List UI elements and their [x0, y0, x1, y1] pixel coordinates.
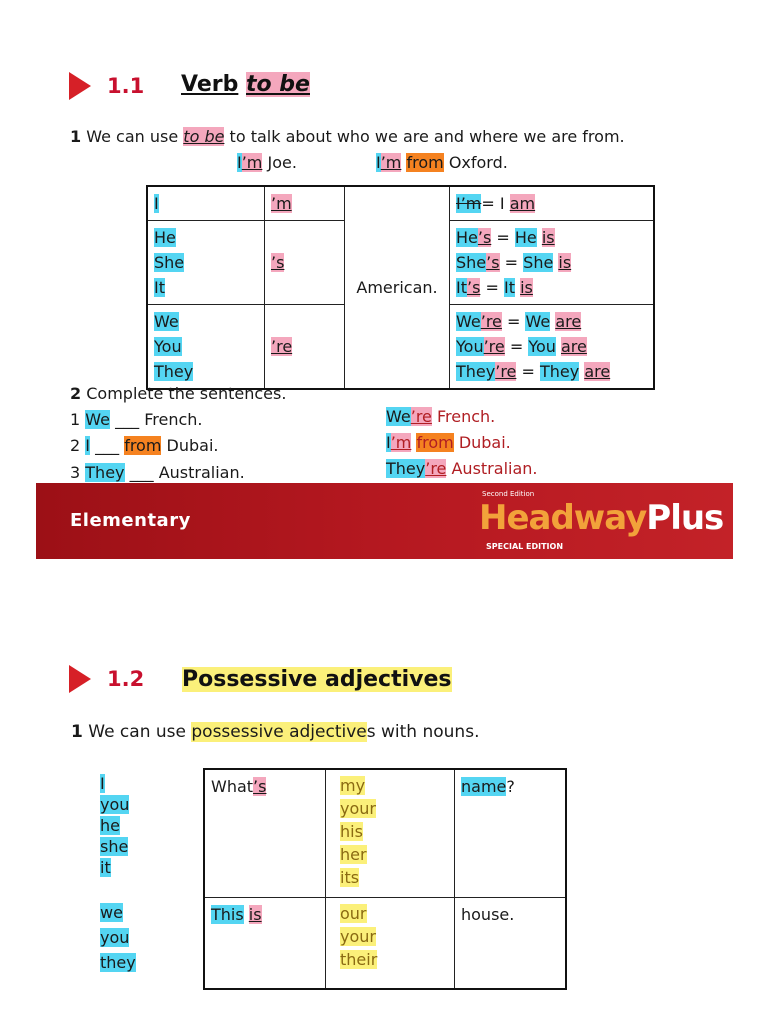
- verb: ’m: [390, 433, 412, 452]
- subject: They: [386, 459, 426, 478]
- blank: ___: [95, 436, 120, 455]
- section-number: 1.1: [107, 74, 145, 98]
- subject: She: [523, 253, 554, 272]
- special-edition-label: SPECIAL EDITION: [486, 542, 564, 551]
- section-title: Possessive adjectives: [182, 667, 452, 692]
- section-arrow-icon: [69, 72, 91, 100]
- text: Joe.: [267, 153, 297, 172]
- verb: ’m: [241, 153, 263, 172]
- subject: He: [456, 228, 478, 247]
- pronoun: she: [100, 837, 129, 856]
- subject: I: [154, 194, 159, 213]
- text: 3: [70, 463, 81, 482]
- text: Australian.: [451, 459, 538, 478]
- pronoun-list-1: [100, 773, 129, 878]
- verb: ’m: [380, 153, 402, 172]
- text: French.: [144, 410, 203, 429]
- verb: ’re: [483, 337, 505, 356]
- text: to talk about who we are and where we are from.: [229, 127, 625, 146]
- section-arrow-icon: [69, 665, 91, 693]
- headway-plus-logo: [479, 498, 723, 538]
- text: =: [521, 362, 540, 381]
- example-2: [376, 153, 508, 172]
- subject: You: [456, 337, 484, 356]
- subject: This: [211, 904, 244, 924]
- cell: [326, 769, 455, 897]
- title-verb: Verb: [181, 72, 239, 97]
- verb: ’s: [477, 228, 492, 247]
- subject: I: [386, 433, 391, 452]
- cell-nationality: [345, 186, 450, 389]
- subject: I: [376, 153, 381, 172]
- text: What: [211, 777, 254, 796]
- item-number: 1: [70, 127, 82, 146]
- adjective: his: [340, 822, 363, 841]
- text: =: [509, 337, 529, 356]
- subject: We: [525, 312, 551, 331]
- answer-1: [386, 407, 495, 426]
- brand-headway: Headway: [479, 498, 647, 538]
- subject: We: [386, 407, 411, 426]
- adjective: my: [340, 776, 366, 795]
- cell: [455, 769, 567, 897]
- title-to-be: to be: [246, 72, 310, 97]
- cell: [450, 221, 655, 305]
- subject: I: [237, 153, 242, 172]
- subject: She: [456, 253, 487, 272]
- verb: ’re: [271, 337, 293, 356]
- subject: You: [154, 337, 182, 356]
- adjective: her: [340, 845, 367, 864]
- text: s with nouns.: [366, 722, 480, 742]
- item-number: 1: [71, 722, 83, 742]
- noun: house.: [461, 904, 515, 924]
- verb: ’re: [410, 407, 432, 426]
- contraction: I’m: [456, 194, 482, 213]
- subject: They: [85, 463, 125, 482]
- text: 1: [70, 410, 81, 429]
- full-verb: is: [541, 228, 555, 247]
- adjective: your: [340, 799, 376, 818]
- text: French.: [436, 407, 496, 426]
- full-verb: are: [584, 362, 611, 381]
- text: 2: [70, 436, 81, 455]
- item-number: 2: [70, 384, 82, 403]
- subject: They: [539, 362, 580, 381]
- adjective: its: [340, 868, 360, 887]
- blank: ___: [129, 463, 154, 482]
- brand-plus: Plus: [646, 498, 724, 538]
- verb-table: [146, 185, 655, 390]
- subject: We: [154, 312, 179, 331]
- verb: ’re: [495, 362, 517, 381]
- text: American.: [356, 278, 438, 297]
- cell: [265, 186, 345, 221]
- full-verb: are: [561, 337, 587, 356]
- full-verb: am: [509, 194, 536, 213]
- pronoun: he: [100, 816, 120, 835]
- verb: is: [248, 904, 262, 924]
- text: =: [496, 228, 515, 247]
- text: = I: [481, 194, 505, 213]
- verb: ’re: [480, 312, 502, 331]
- highlight-to-be: to be: [183, 127, 225, 146]
- section-number: 1.2: [107, 667, 145, 691]
- answer-2: [386, 433, 511, 452]
- paragraph-1: [71, 722, 479, 742]
- text: =: [485, 278, 505, 297]
- pronoun: you: [100, 928, 130, 947]
- verb: ’s: [467, 278, 481, 297]
- subject: They: [154, 362, 194, 381]
- example-1: [237, 153, 297, 172]
- exercise-2: [70, 436, 218, 455]
- full-verb: are: [555, 312, 582, 331]
- subject: She: [154, 253, 185, 272]
- cell: [147, 305, 265, 390]
- subject: He: [514, 228, 537, 247]
- pronoun: we: [100, 903, 123, 922]
- noun: name: [461, 777, 507, 796]
- from-highlight: from: [416, 433, 454, 452]
- book-banner: [36, 483, 733, 559]
- blank: ___: [115, 410, 140, 429]
- from-highlight: from: [406, 153, 444, 172]
- text: ?: [506, 777, 515, 796]
- cell: [450, 305, 655, 390]
- text: =: [504, 253, 524, 272]
- level-label: Elementary: [70, 510, 191, 531]
- cell: [455, 897, 567, 989]
- verb: ’re: [425, 459, 447, 478]
- verb: ’m: [271, 194, 292, 213]
- cell: [147, 186, 265, 221]
- cell: [204, 897, 326, 989]
- adjective: our: [340, 903, 367, 923]
- text: Oxford.: [448, 153, 508, 172]
- full-verb: is: [558, 253, 572, 272]
- text: We can use: [88, 722, 186, 742]
- section-title: [181, 72, 310, 97]
- paragraph-1: [70, 127, 625, 146]
- answer-3: [386, 459, 537, 478]
- from-highlight: from: [124, 436, 162, 455]
- edition-label: Second Edition: [482, 490, 535, 498]
- subject: You: [528, 337, 556, 356]
- text: Australian.: [158, 463, 245, 482]
- subject: We: [456, 312, 481, 331]
- adjective: their: [340, 949, 378, 969]
- subject: It: [154, 278, 165, 297]
- highlight-possessive: possessive adjective: [191, 722, 367, 742]
- pronoun: it: [100, 858, 111, 877]
- text: Dubai.: [458, 433, 511, 452]
- pronoun-list-2: [100, 900, 136, 975]
- text: We can use: [86, 127, 179, 146]
- cell: [204, 769, 326, 897]
- cell: [450, 186, 655, 221]
- cell: [265, 221, 345, 305]
- subject: They: [456, 362, 496, 381]
- subject: We: [85, 410, 111, 429]
- text: Dubai.: [166, 436, 219, 455]
- paragraph-2: [70, 384, 286, 403]
- full-verb: is: [520, 278, 533, 297]
- pronoun: they: [100, 953, 136, 972]
- subject: He: [154, 228, 176, 247]
- pronoun: I: [100, 774, 105, 793]
- subject: It: [504, 278, 516, 297]
- cell: [326, 897, 455, 989]
- subject: It: [456, 278, 467, 297]
- pronoun: you: [100, 795, 130, 814]
- text: Complete the sentences.: [86, 384, 287, 403]
- exercise-1: [70, 410, 202, 429]
- verb: ’s: [486, 253, 500, 272]
- text: =: [506, 312, 526, 331]
- adjective: your: [340, 926, 376, 946]
- possessive-table: [203, 768, 567, 990]
- cell: [265, 305, 345, 390]
- subject: I: [85, 436, 90, 455]
- verb: ’s: [253, 777, 267, 796]
- cell: [147, 221, 265, 305]
- verb: ’s: [271, 253, 285, 272]
- exercise-3: [70, 463, 245, 482]
